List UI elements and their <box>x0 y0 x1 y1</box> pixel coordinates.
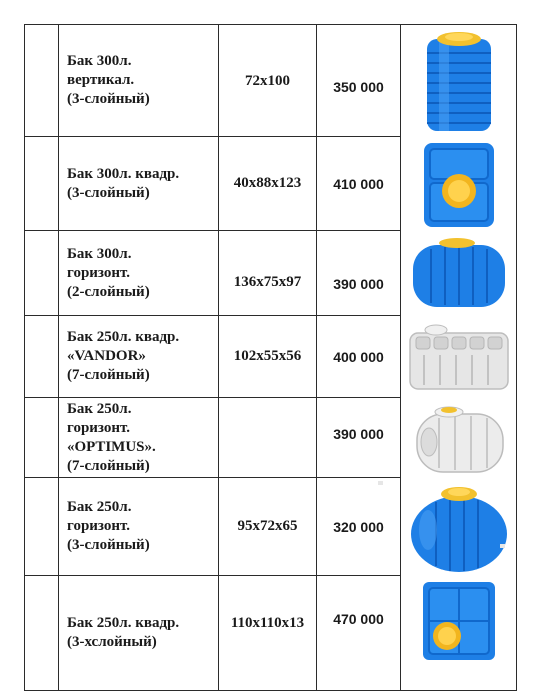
product-name-line: (7-слойный) <box>67 367 150 383</box>
table-border-right <box>516 24 517 691</box>
product-size: 136x75x97 <box>233 273 302 290</box>
product-price: 470 000 <box>333 611 384 627</box>
product-size: 102x55x56 <box>233 348 302 364</box>
product-name-line: (3-слойный) <box>67 91 150 107</box>
product-price: 320 000 <box>333 518 384 535</box>
horizontal-white-tank-icon <box>401 398 516 477</box>
product-size <box>219 398 316 477</box>
square-white-tank-icon <box>401 316 516 397</box>
product-price: 390 000 <box>333 426 384 442</box>
product-name-cell <box>59 231 218 315</box>
product-name-cell <box>59 316 218 397</box>
product-name-line: Бак 250л. <box>67 400 132 417</box>
table-border-bottom <box>24 690 516 691</box>
product-name-cell <box>59 478 218 575</box>
product-name-line: (3-слойный) <box>67 537 150 553</box>
product-name-line: (3-слойный) <box>67 184 150 201</box>
product-name-line: «OPTIMUS». <box>67 438 156 455</box>
product-price: 400 000 <box>333 348 384 365</box>
product-name-line: (7-слойный) <box>67 457 150 474</box>
product-name-line: (3-хслойный) <box>67 634 157 650</box>
product-name-line: Бак 300л. <box>67 53 132 69</box>
scan-mark <box>500 544 505 548</box>
round-blue-tank-icon <box>401 478 516 575</box>
product-name-line: Бак 250л. квадр. <box>67 615 180 631</box>
product-name-line: Бак 300л. <box>67 245 132 262</box>
product-name-cell <box>59 398 218 477</box>
product-name-cell <box>59 576 218 690</box>
product-size: 110x110x13 <box>230 614 305 631</box>
product-name-line: Бак 300л. квадр. <box>67 165 180 182</box>
product-price: 350 000 <box>333 79 384 95</box>
product-price: 410 000 <box>333 175 384 192</box>
product-name-line: Бак 250л. <box>67 499 132 515</box>
product-name-line: горизонт. <box>67 419 130 436</box>
scan-mark <box>378 481 383 485</box>
product-name-line: (2-слойный) <box>67 283 150 300</box>
product-name-cell <box>59 137 218 230</box>
product-name-line: «VANDOR» <box>67 348 146 364</box>
product-name-line: Бак 250л. квадр. <box>67 329 180 345</box>
product-size: 40x88x123 <box>233 175 302 191</box>
table-border-left <box>24 24 25 691</box>
cube-blue-tank-icon <box>401 576 516 666</box>
product-name-cell <box>59 25 218 136</box>
product-size: 95x72x65 <box>237 518 298 534</box>
product-price: 390 000 <box>333 276 384 292</box>
product-name-line: горизонт. <box>67 264 130 281</box>
product-name-line: горизонт. <box>67 518 130 534</box>
vertical-blue-tank-icon <box>401 25 516 136</box>
horizontal-blue-tank-icon <box>401 231 516 315</box>
product-size: 72x100 <box>245 72 290 89</box>
square-blue-tank-icon <box>401 137 516 230</box>
product-name-line: вертикал. <box>67 72 135 88</box>
